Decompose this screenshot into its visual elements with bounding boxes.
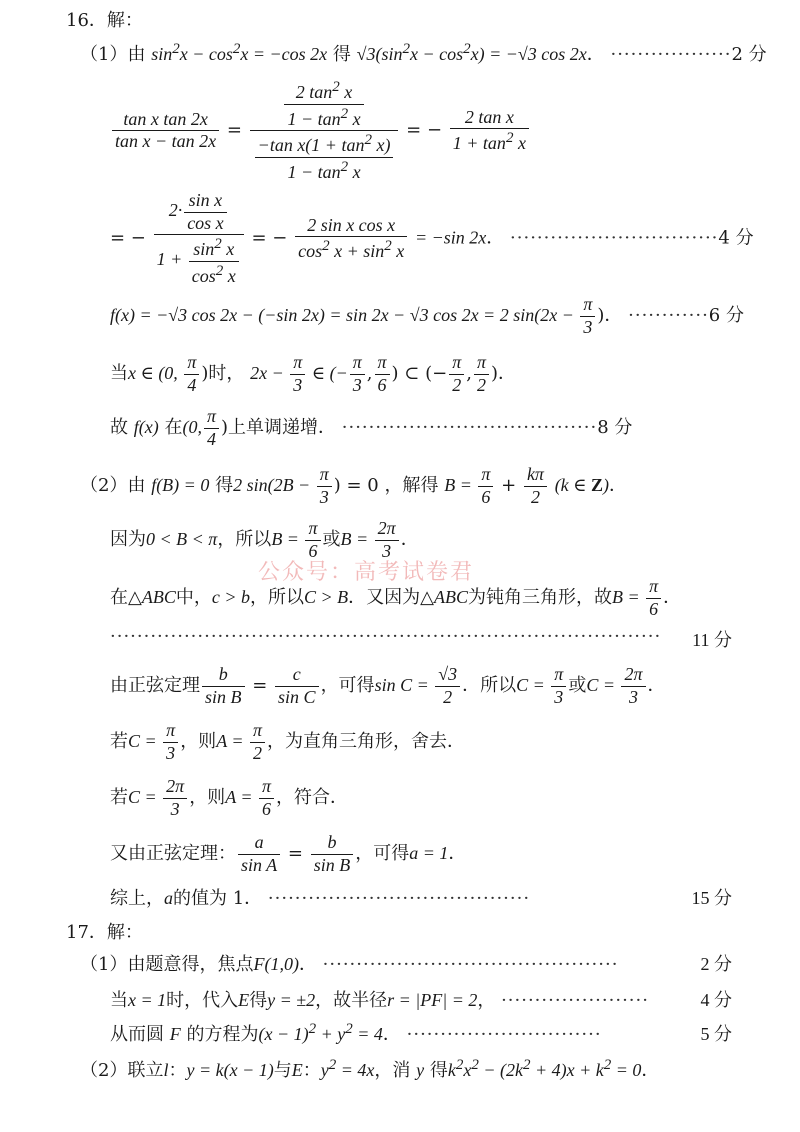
step-5: 故 f(x) 在(0, $\frac{\pi}{4}$ )上单调递增． ······································8 分 (110, 406, 633, 449)
step-2: = − 2· $\frac{\text{sin x}}{\text{cos x}}$ 1 + $\frac{\sin^2 x}{\cos^2 x}$ = − $\frac{\text{2 sin x cos x}}{\cos^2 x + \sin^2 x}$ = −sin 2x． ·······························4 分 (110, 190, 754, 286)
part-2-step-4: 由正弦定理 $\frac{b}{\text{sin B}}$ = $\frac{c}{\text{sin C}}$ ，可得sin C = $\frac{√3}{2}$ ．所以C = $\frac{\pi}{3}$ 或C = $\frac{2\pi}{3}$ ． (110, 664, 666, 707)
q17-step-4: （2）联立l：y = k(x − 1)与E：$y^2 = 4x$，消 y 得$k^2x^2 - (2k^2 + 4)x + k^2 = 0$． (80, 1057, 660, 1081)
part-2-step-7: 又由正弦定理： $\frac{a}{\text{sin A}}$ = $\frac{b}{\text{sin B}}$ ，可得a = 1． (110, 832, 467, 875)
part-2-step-3: 在△ABC中，c > b，所以C > B．又因为△ABC为钝角三角形，故B = $\frac{\pi}{6}$ ． (110, 576, 682, 619)
q17-step-2: 当x = 1时，代入E得y = ±2，故半径r = |PF| = 2， ······················ (110, 990, 649, 1011)
part-2-points-11: ·················································································· (110, 626, 662, 647)
q17-step-3: 从而圆 F 的方程为$(x - 1)^2 + y^2 = 4$． ····························· (110, 1021, 602, 1045)
points-11: 11 分 (692, 630, 732, 650)
step-1-fraction: $\frac{\text{tan x tan 2x}}{\text{tan x − tan 2x}}$ = $\frac{\frac{2 \tan^2 x}{1 - \tan^2 x}}{\frac{-\tan x(1 + \tan^2 x)}{1 - \tan^2 x}}$ = − $\frac{\text{2 tan x}}{1 + \tan^2 x}$ (110, 78, 800, 183)
part-2-step-1: （2）由 f(B) = 0 得2 sin(2B − $\frac{\pi}{3}$ ) = 0 ，解得 B = $\frac{\pi}{6}$ + $\frac{k\pi}{2}$ (k ∈ Z)． (80, 464, 628, 507)
part-2-step-5: 若C = $\frac{\pi}{3}$ ，则A = $\frac{\pi}{2}$ ，为直角三角形，舍去． (110, 720, 466, 763)
step-1: （1）由 $\sin^2x - \cos^2x = -\cos$ 2x 得 $√3(\sin^2x - \cos^2x) = -√3$ cos 2x． ··················2 分 (80, 41, 767, 65)
points-15: 15 分 (691, 888, 732, 908)
q16-heading: 16．解： (66, 10, 143, 31)
q17-points-4: 4 分 (700, 990, 732, 1010)
step-3: f(x) = −√3 cos 2x − (−sin 2x) = sin 2x − √3 cos 2x = 2 sin(2x − $\frac{\pi}{3}$ )． ············6 分 (110, 294, 744, 337)
part-2-conclusion: 综上，a的值为 1． ······································· (110, 888, 531, 909)
watermark: 公众号：高考试卷君 (258, 560, 475, 585)
q17-heading: 17．解： (66, 922, 143, 943)
part-2-step-2: 因为0 < B < π，所以B = $\frac{\pi}{6}$ 或B = $\frac{2\pi}{3}$ ． (110, 518, 419, 561)
q17-points-5: 5 分 (700, 1024, 732, 1044)
part-2-step-6: 若C = $\frac{2\pi}{3}$ ，则A = $\frac{\pi}{6}$ ，符合． (110, 776, 349, 819)
q17-points-2: 2 分 (700, 954, 732, 974)
q17-step-1: （1）由题意得，焦点F(1,0)． ············································ (80, 954, 619, 975)
step-4: 当x ∈ (0, $\frac{\pi}{4}$ )时， 2x − $\frac{\pi}{3}$ ∈ (− $\frac{\pi}{3}$ , $\frac{\pi}{6}$ ) ⊂ (− $\frac{\pi}{2}$ , $\frac{\pi}{2}$ )． (110, 352, 517, 395)
